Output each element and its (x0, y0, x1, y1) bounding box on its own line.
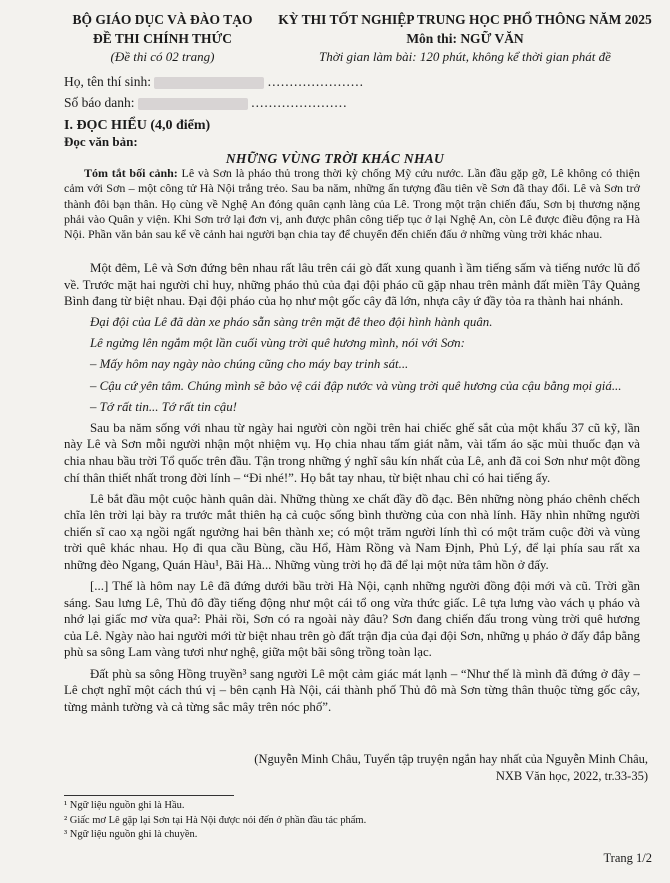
paragraph-6: [...] Thế là hôm nay Lê đã đứng dưới bầu trời Hà Nội, cạnh những người đồng đội mới và cũ. Trời gần sáng. Sau lưng Lê, Thủ đô đầy tiếng động như một cái tổ ong vừa thức giấc. Lê tựa lưng vào vách ụ pháo và nhớ lại giấc mơ vừa qua²: Phải rồi, Sơn có ra ngoài này đâu? Sơn đang chiến đấu trong vùng trời quê hương của Lê. Ngày nào hai người mới từ biệt nhau trên gò đất trận địa của đại đội Sơn, những ụ pháo ở đấy đắp bằng phù sa sông Lam vàng tươi như nghệ, giữa một bãi sông trồng toàn lạc. (64, 579, 640, 660)
page-number: Trang 1/2 (603, 851, 652, 865)
paragraph-7: Đất phù sa sông Hồng truyền³ sang người Lê một cảm giác mát lạnh – “Như thế là mình đã đứng ở đây – Lê chợt nghĩ một cách thú vị – bên cạnh Hà Nội, cái thành phố Thủ đô mà Sơn từng thân thuộc từng gốc cây, từng mảnh tường và cả từng sắc mây trên nóc phố”. (64, 666, 640, 714)
dialogue-3: – Tớ rất tin... Tớ rất tin cậu! (90, 399, 237, 414)
candidate-name-row (64, 74, 364, 90)
paragraph-4: Sau ba năm sống với nhau từ ngày hai người còn ngồi trên hai chiếc ghế sắt của một khẩu 37 cũ kỹ, lần này Lê và Sơn mỗi người nhận một nhiệm vụ. Họ chia nhau tấm giát nằm, vài tấm áo sặc mùi thuốc đạn và chia nhau bầu trời Tổ quốc trên đầu. Tận trong những ý nghĩ sâu kín nhất của Lê, anh đã coi Sơn như một đồng chí thân thiết nhất trong đời lính – “Đi nhé!”. Họ bắt tay nhau, từ biệt nhau chỉ có hai tiếng ấy. (64, 420, 640, 485)
paragraph-5: Lê bắt đầu một cuộc hành quân dài. Những thùng xe chất đầy đồ đạc. Bên những nòng pháo chênh chếch chĩa lên trời lại bày ra trước mắt thiên hạ cả cuộc sống bình thường của con nhà lính. Hãy nhìn những người chiến sĩ cao xạ ngồi ngất ngưởng hai bên thành xe; có một trăm người lính thì có một trăm cuộc đời và vùng trời quê khác nhau. Họ đi qua cầu Bùng, cầu Hổ, Hàm Rồng và Nam Định, Phủ Lý, để lại phía sau rất xa những đèo Ngang, Quán Hàu¹, Bãi Hà... Những vùng trời họ đã để lại một nửa tâm hồn ở đấy. (64, 491, 640, 572)
exam-type: ĐỀ THI CHÍNH THỨC (93, 31, 232, 46)
footnote-3: ³ Ngữ liệu nguồn ghi là chuyền. (64, 829, 198, 840)
section-subheading: Đọc văn bản: (64, 134, 138, 149)
passage-source (254, 751, 648, 785)
candidate-id-dots: ...................... (251, 95, 348, 110)
candidate-id-row (64, 95, 348, 111)
paragraph-2: Đại đội của Lê đã dàn xe pháo sẵn sàng trên mặt đê theo đội hình hành quân. (90, 315, 493, 330)
dialogue-1: – Mấy hôm nay ngày nào chúng cũng cho máy bay trinh sát... (90, 357, 409, 372)
redacted-name (154, 77, 264, 89)
paragraph-1: Một đêm, Lê và Sơn đứng bên nhau rất lâu trên cái gò đất xung quanh ì ầm tiếng sấm và tiếng nước lũ đổ về. Trước mặt hai người chỉ huy, những pháo thủ của đại đội pháo cũ gặp nhau trên mảnh đất miền Tây Quảng Bình đang từ biệt nhau. Đại đội pháo của họ như một gốc cây đã lớn, nhựa cây ứ đầy tỏa ra thành hai nhánh. (64, 261, 640, 309)
footnotes (64, 799, 366, 843)
footnote-1: ¹ Ngữ liệu nguồn ghi là Hầu. (64, 800, 185, 811)
exam-time: Thời gian làm bài: 120 phút, không kể thời gian phát đề (319, 49, 611, 64)
redacted-id (138, 98, 248, 110)
dialogue-2: – Cậu cứ yên tâm. Chúng mình sẽ bảo vệ cái đập nước và vùng trời quê hương của cậu bằng mọi giá... (90, 378, 622, 393)
header-right (270, 10, 660, 65)
header-left (60, 10, 265, 65)
summary-label: Tóm tắt bối cảnh: (84, 166, 178, 180)
summary-text: Lê và Sơn là pháo thủ trong thời kỳ chống Mỹ cứu nước. Lần đầu gặp gỡ, Lê không có thiện cảm với Sơn – một công tử Hà Nội trắng trẻo. Sau ba năm, những ấn tượng đầu tiên về Sơn đã thay đổi. Lê và Sơn trở thành đôi bạn thân. Họ cùng về Nghệ An đóng quân cạnh làng của Lê. Trong một trận chiến đấu, Sơn bị thương nặng phải vào Quân y viện. Khi Sơn trở lại đơn vị, anh được phân công tiếp tục ở lại Nghệ An, còn Lê được điều động ra Hà Nội. Phần văn bản sau kể về cảnh hai người bạn chia tay để chuyển đến chiến đấu ở những vùng trời khác nhau. (64, 166, 640, 242)
context-summary (64, 166, 640, 242)
section-heading: I. ĐỌC HIỂU (4,0 điểm) (64, 118, 211, 133)
footnote-2: ² Giấc mơ Lê gặp lại Sơn tại Hà Nội được nói đến ở phần đầu tác phẩm. (64, 814, 367, 826)
ministry-name: BỘ GIÁO DỤC VÀ ĐÀO TẠO (72, 12, 253, 27)
candidate-id-label: Số báo danh: (64, 95, 135, 110)
paragraph-3: Lê ngửng lên ngắm một lần cuối vùng trời quê hương mình, nói với Sơn: (90, 336, 465, 351)
source-line-2: NXB Văn học, 2022, tr.33-35) (495, 769, 648, 783)
page-count: (Đề thi có 02 trang) (110, 49, 215, 64)
passage-title: NHỮNG VÙNG TRỜI KHÁC NHAU (225, 151, 445, 166)
source-line-1: (Nguyễn Minh Châu, Tuyển tập truyện ngắn hay nhất của Nguyễn Minh Châu, (254, 752, 648, 766)
footnote-divider (64, 795, 234, 796)
passage-body (64, 260, 640, 720)
exam-title: KỲ THI TỐT NGHIỆP TRUNG HỌC PHỔ THÔNG NĂM 2025 (278, 12, 652, 27)
subject-name: Môn thi: NGỮ VĂN (406, 31, 524, 46)
candidate-name-dots: ...................... (267, 74, 364, 89)
candidate-name-label: Họ, tên thí sinh: (64, 74, 151, 89)
